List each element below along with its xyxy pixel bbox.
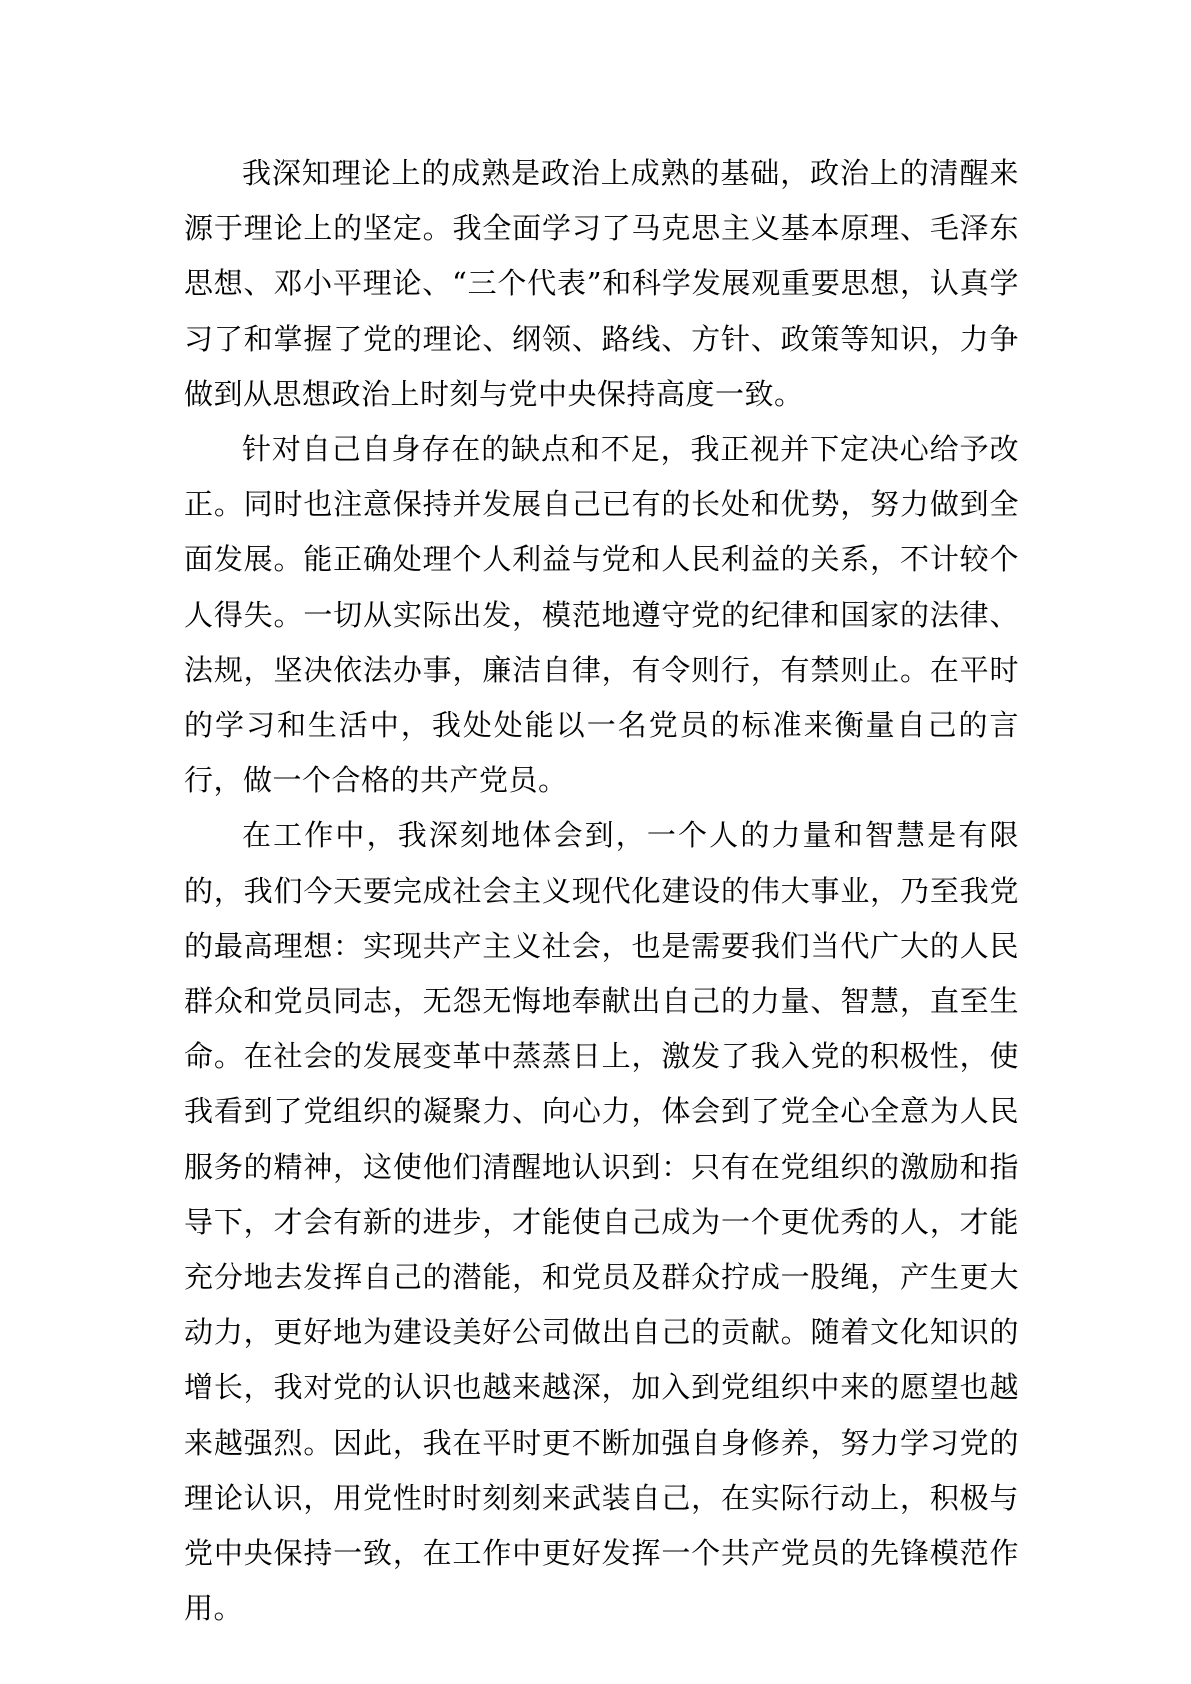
document-body — [184, 146, 1019, 1636]
paragraph-3: 在工作中，我深刻地体会到，一个人的力量和智慧是有限的，我们今天要完成社会主义现代化建设的伟大事业，乃至我党的最高理想：实现共产主义社会，也是需要我们当代广大的人民群众和党员同志，无怨无悔地奉献出自己的力量、智慧，直至生命。在社会的发展变革中蒸蒸日上，激发了我入党的积极性，使我看到了党组织的凝聚力、向心力，体会到了党全心全意为人民服务的精神，这使他们清醒地认识到：只有在党组织的激励和指导下，才会有新的进步，才能使自己成为一个更优秀的人，才能充分地去发挥自己的潜能，和党员及群众拧成一股绳，产生更大动力，更好地为建设美好公司做出自己的贡献。随着文化知识的增长，我对党的认识也越来越深，加入到党组织中来的愿望也越来越强烈。因此，我在平时更不断加强自身修养，努力学习党的理论认识，用党性时时刻刻来武装自己，在实际行动上，积极与党中央保持一致，在工作中更好发挥一个共产党员的先锋模范作用。 — [184, 818, 1019, 1626]
paragraph-1: 我深知理论上的成熟是政治上成熟的基础，政治上的清醒来源于理论上的坚定。我全面学习了马克思主义基本原理、毛泽东思想、邓小平理论、“三个代表”和科学发展观重要思想，认真学习了和掌握了党的理论、纲领、路线、方针、政策等知识，力争做到从思想政治上时刻与党中央保持高度一致。 — [184, 156, 1019, 411]
paragraph-2: 针对自己自身存在的缺点和不足，我正视并下定决心给予改正。同时也注意保持并发展自己已有的长处和优势，努力做到全面发展。能正确处理个人利益与党和人民利益的关系，不计较个人得失。一切从实际出发，模范地遵守党的纪律和国家的法律、法规，坚决依法办事，廉洁自律，有令则行，有禁则止。在平时的学习和生活中，我处处能以一名党员的标准来衡量自己的言行，做一个合格的共产党员。 — [184, 432, 1019, 798]
